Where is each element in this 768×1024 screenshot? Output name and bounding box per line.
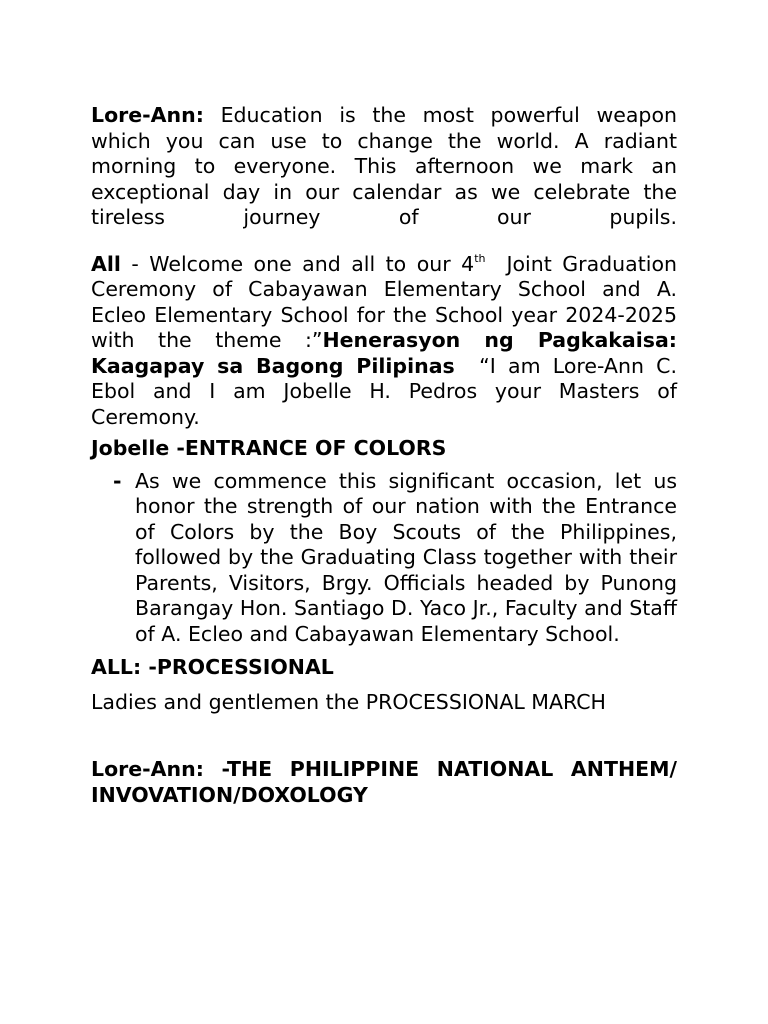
event-theme: Henerasyon ng Pagkakaisa: Kaagapay sa Bagong Pilipinas (91, 328, 678, 378)
heading-processional: ALL: -PROCESSIONAL (91, 655, 334, 679)
opening-paragraph (91, 103, 677, 231)
welcome-text-a: - Welcome one and all to our 4 (131, 251, 475, 276)
heading-entrance-of-colors: Jobelle -ENTRANCE OF COLORS (91, 436, 447, 460)
welcome-paragraph (91, 252, 677, 431)
heading-national-anthem: Lore-Ann: -THE PHILIPPINE NATIONAL ANTHEM/ INVOVATION/DOXOLOGY (91, 757, 677, 807)
ordinal-suffix: th (474, 251, 486, 265)
processional-paragraph: Ladies and gentlemen the PROCESSIONAL MARCH (91, 689, 606, 714)
entrance-bullet-text: As we commence this significant occasion, let us honor the strength of our nation with the Entrance of Colors by the Boy Scouts of the Philippines, followed by the Graduating Class together with their Parents, Visitors, Brgy. Officials headed by Punong Barangay Hon. Santiago D. Yaco Jr., Faculty and Staff of A. Ecleo and Cabayawan Elementary School. (135, 468, 677, 646)
bullet-dash: - (113, 468, 122, 493)
speaker-all: All (91, 251, 121, 276)
welcome-text-c: “I am Lore-Ann C. Ebol and I am Jobelle H. Pedros your Masters of Ceremony. (91, 353, 677, 429)
document-body (91, 103, 677, 808)
entrance-bullet-item (91, 469, 677, 648)
welcome-text-b: Joint Graduation Ceremony of Cabayawan Elementary School and A. Ecleo Elementary School for the School year 2024-2025 with the theme :” (91, 251, 677, 352)
speaker-lore-ann: Lore-Ann: (91, 103, 204, 127)
opening-text: Education is the most powerful weapon which you can use to change the world. A radiant morning to everyone. This afternoon we mark an exceptional day in our calendar as we celebrate the tireless journey of our pupils. (91, 103, 677, 229)
